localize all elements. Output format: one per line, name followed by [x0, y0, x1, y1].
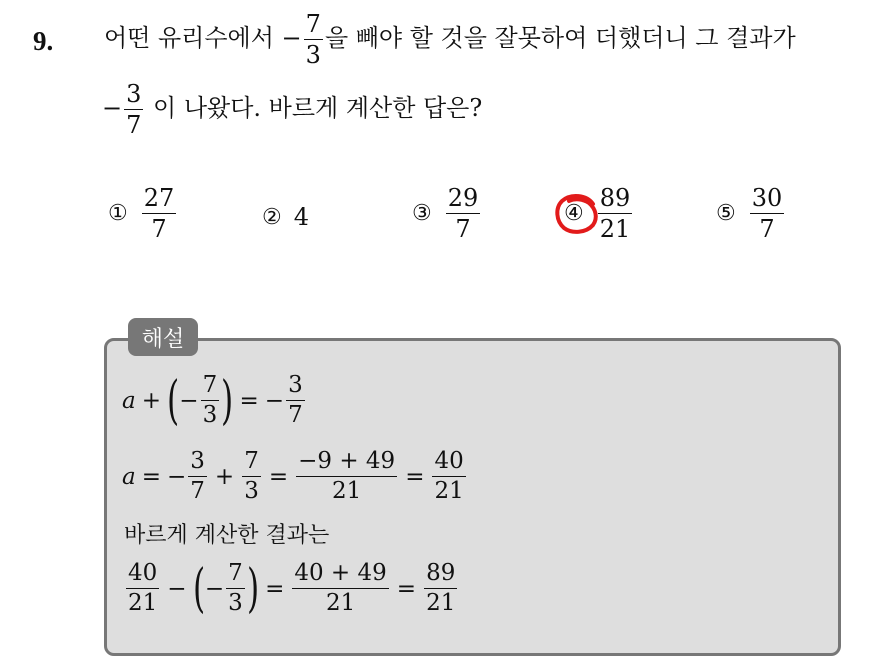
solution-line-1	[122, 370, 307, 431]
fraction-denominator: 21	[599, 215, 631, 243]
equals-sign: =	[396, 575, 417, 602]
fraction-numerator: 3	[286, 374, 305, 401]
option-5-fraction	[750, 186, 785, 241]
fraction-denominator: 21	[426, 590, 456, 616]
fraction-numerator: 27	[143, 184, 175, 212]
option-3[interactable]	[412, 186, 482, 241]
solution-fraction	[201, 374, 220, 427]
fraction-denominator: 21	[332, 478, 362, 504]
fraction-numerator: 7	[226, 562, 245, 589]
fraction-numerator: 3	[126, 80, 142, 108]
equals-sign: =	[265, 575, 285, 602]
plus-sign: +	[214, 463, 235, 490]
solution-fraction	[242, 450, 261, 503]
fraction-denominator: 3	[228, 590, 243, 616]
solution-text-line: 바르게 계산한 결과는	[124, 523, 330, 548]
fraction-denominator: 21	[325, 590, 356, 616]
equals-sign: =	[405, 463, 425, 490]
option-4-fraction	[598, 186, 633, 241]
question-prefix-sign: −	[102, 94, 123, 122]
option-1-marker: ①	[108, 201, 128, 226]
fraction-denominator: 3	[305, 41, 321, 69]
result-sign: −	[264, 387, 285, 414]
option-1-fraction	[142, 186, 177, 241]
solution-fraction	[296, 450, 397, 503]
equals-sign: =	[268, 463, 289, 490]
minus-sign: −	[167, 575, 187, 602]
left-paren: (	[167, 370, 180, 431]
equals-sign: =	[141, 463, 161, 490]
left-paren: (	[192, 558, 205, 619]
option-1[interactable]	[108, 186, 178, 241]
question-line-1	[104, 12, 796, 67]
fraction-numerator: 40	[126, 562, 159, 589]
fraction-denominator: 21	[434, 478, 464, 504]
fraction-denominator: 7	[126, 111, 142, 139]
fraction-numerator: 89	[599, 184, 631, 212]
solution-tab-label: 해설	[128, 318, 198, 356]
fraction-numerator: 89	[424, 562, 457, 589]
option-2-value: 4	[293, 203, 310, 231]
solution-fraction	[126, 562, 159, 615]
question-fraction-2	[124, 82, 143, 137]
fraction-denominator: 3	[202, 402, 218, 428]
minus-sign: −	[167, 463, 187, 490]
fraction-numerator: 30	[751, 184, 783, 212]
solution-fraction	[432, 450, 465, 503]
option-3-marker: ③	[412, 201, 432, 226]
fraction-denominator: 7	[455, 215, 471, 243]
right-paren: )	[246, 558, 260, 619]
fraction-denominator: 7	[288, 402, 303, 428]
option-2[interactable]	[262, 203, 309, 231]
fraction-numerator: −9 + 49	[296, 450, 397, 477]
fraction-denominator: 7	[151, 215, 167, 243]
question-number: 9.	[33, 26, 54, 56]
option-3-fraction	[446, 186, 481, 241]
solution-fraction	[188, 450, 207, 503]
option-4-marker: ④	[564, 201, 584, 226]
fraction-numerator: 40	[432, 450, 465, 477]
fraction-numerator: 7	[305, 10, 321, 38]
plus-sign: +	[141, 387, 161, 414]
question-text-after: 을 빼야 할 것을 잘못하여 더했더니 그 결과가	[324, 24, 796, 52]
fraction-numerator: 7	[242, 450, 261, 477]
fraction-numerator: 29	[447, 184, 479, 212]
variable-a: a	[122, 387, 136, 414]
variable-a: a	[122, 463, 136, 490]
solution-fraction	[292, 562, 388, 615]
fraction-numerator: 7	[201, 374, 220, 401]
fraction-numerator: 40 + 49	[292, 562, 388, 589]
question-text-after: 이 나왔다. 바르게 계산한 답은?	[145, 94, 483, 122]
fraction-denominator: 7	[190, 478, 205, 504]
option-2-marker: ②	[262, 204, 282, 230]
inner-sign: −	[179, 387, 199, 414]
equals-sign: =	[239, 387, 259, 414]
question-line-2	[102, 82, 482, 137]
solution-fraction	[424, 562, 457, 615]
question-text-before: 어떤 유리수에서 −	[104, 24, 302, 52]
option-5-marker: ⑤	[716, 201, 736, 226]
question-fraction-1	[304, 12, 323, 67]
option-5[interactable]	[716, 186, 786, 241]
fraction-denominator: 7	[759, 215, 775, 243]
option-4[interactable]	[564, 186, 634, 241]
inner-sign: −	[204, 575, 225, 602]
solution-fraction	[226, 562, 245, 615]
fraction-denominator: 21	[128, 590, 158, 616]
right-paren: )	[221, 370, 234, 431]
solution-fraction	[286, 374, 305, 427]
solution-line-4	[124, 558, 459, 619]
fraction-numerator: 3	[188, 450, 207, 477]
fraction-denominator: 3	[244, 478, 259, 504]
solution-line-2	[122, 450, 468, 503]
